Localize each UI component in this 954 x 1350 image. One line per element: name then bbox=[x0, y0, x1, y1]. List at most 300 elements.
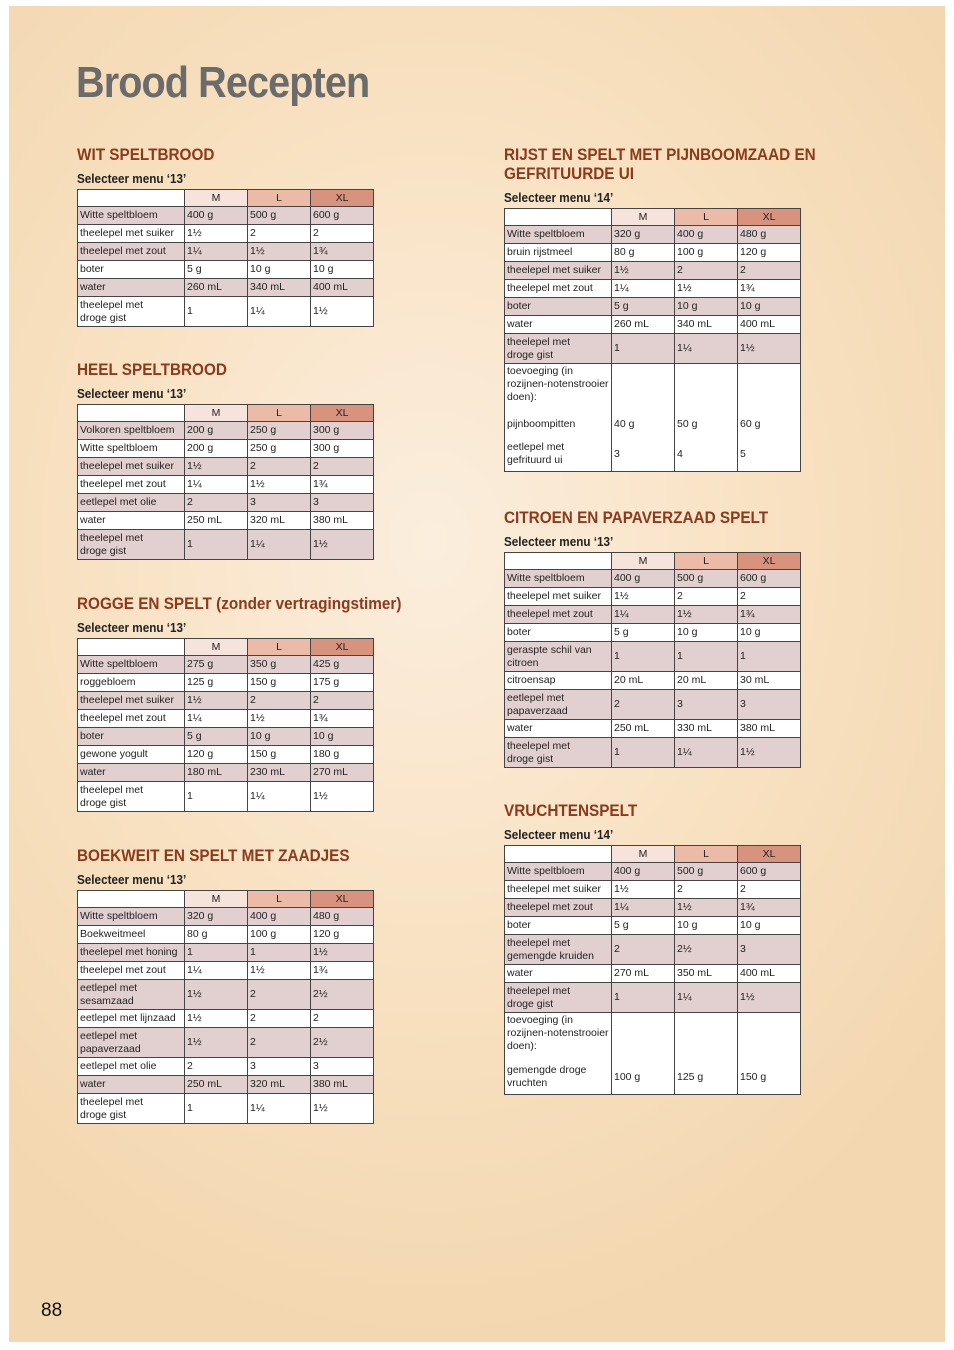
ingredient-label: gemengde droge vruchten bbox=[505, 1060, 612, 1095]
table-row bbox=[505, 244, 801, 262]
page-number: 88 bbox=[41, 1300, 63, 1321]
ingredient-label: geraspte schil van citroen bbox=[505, 642, 612, 672]
size-header-xl: XL bbox=[738, 553, 801, 570]
ingredient-label: eetlepel met gefrituurd ui bbox=[505, 437, 612, 472]
amount-l: 10 g bbox=[675, 917, 738, 935]
ingredient-label: water bbox=[505, 316, 612, 334]
amount-xl: 3 bbox=[738, 935, 801, 965]
ingredient-label: theelepel met zout bbox=[78, 476, 185, 494]
amount-m: 1 bbox=[612, 738, 675, 768]
amount-m: 2 bbox=[185, 494, 248, 512]
amount-xl: 3 bbox=[311, 494, 374, 512]
ingredient-label: Witte speltbloem bbox=[78, 440, 185, 458]
ingredient-label: theelepel met droge gist bbox=[505, 983, 612, 1013]
amount-m: 320 g bbox=[612, 226, 675, 244]
size-header-xl: XL bbox=[311, 891, 374, 908]
amount-l: 3 bbox=[248, 494, 311, 512]
ingredient-label: water bbox=[78, 764, 185, 782]
amount-m: 260 mL bbox=[185, 279, 248, 297]
table-row bbox=[78, 261, 374, 279]
amount-xl: 2 bbox=[311, 458, 374, 476]
amount-xl: 2 bbox=[311, 225, 374, 243]
amount-xl: 270 mL bbox=[311, 764, 374, 782]
amount-m: 275 g bbox=[185, 656, 248, 674]
amount-l: 320 mL bbox=[248, 1076, 311, 1094]
amount-xl: 1¾ bbox=[311, 243, 374, 261]
amount-m: 5 g bbox=[612, 917, 675, 935]
amount-l: 1½ bbox=[675, 606, 738, 624]
amount-l: 2 bbox=[248, 458, 311, 476]
amount-m: 20 mL bbox=[612, 672, 675, 690]
table-row bbox=[505, 588, 801, 606]
size-header-m: M bbox=[612, 846, 675, 863]
section-title: WIT SPELTBROOD bbox=[77, 145, 215, 164]
amount-m: 1½ bbox=[612, 262, 675, 280]
size-header-xl: XL bbox=[738, 846, 801, 863]
amount-l: 10 g bbox=[675, 624, 738, 642]
amount-m: 2 bbox=[612, 690, 675, 720]
amount-l: 340 mL bbox=[248, 279, 311, 297]
section-title: RIJST EN SPELT MET PIJNBOOMZAAD EN GEFRITUURDE UI bbox=[504, 145, 816, 183]
table-row bbox=[78, 207, 374, 225]
amount-xl: 2 bbox=[311, 692, 374, 710]
table-row bbox=[78, 962, 374, 980]
amount-xl: 1½ bbox=[311, 530, 374, 560]
ingredient-label: Witte speltbloem bbox=[78, 908, 185, 926]
amount-xl: 60 g bbox=[738, 411, 801, 437]
header-blank bbox=[505, 846, 612, 863]
size-header-l: L bbox=[248, 190, 311, 207]
ingredient-label: gewone yogult bbox=[78, 746, 185, 764]
amount-m: 400 g bbox=[185, 207, 248, 225]
amount-l: 250 g bbox=[248, 422, 311, 440]
section-title: BOEKWEIT EN SPELT MET ZAADJES bbox=[77, 846, 350, 865]
ingredient-label: water bbox=[78, 512, 185, 530]
ingredient-label: theelepel met droge gist bbox=[78, 297, 185, 327]
amount-l: 20 mL bbox=[675, 672, 738, 690]
amount-m: 1¼ bbox=[185, 476, 248, 494]
recipe-section bbox=[77, 360, 373, 560]
ingredient-label: eetlepel met sesamzaad bbox=[78, 980, 185, 1010]
table-row bbox=[78, 944, 374, 962]
table-row bbox=[78, 1028, 374, 1058]
amount-xl: 300 g bbox=[311, 440, 374, 458]
ingredient-label: theelepel met zout bbox=[78, 243, 185, 261]
addition-heading-row bbox=[505, 1013, 801, 1061]
amount-m: 1½ bbox=[185, 980, 248, 1010]
amount-l: 1¼ bbox=[675, 738, 738, 768]
ingredient-label: eetlepel met olie bbox=[78, 1058, 185, 1076]
table-row bbox=[78, 440, 374, 458]
amount-xl: 1¾ bbox=[311, 710, 374, 728]
amount-m: 260 mL bbox=[612, 316, 675, 334]
amount-l: 2½ bbox=[675, 935, 738, 965]
amount-m: 1½ bbox=[185, 225, 248, 243]
amount-l: 50 g bbox=[675, 411, 738, 437]
table-row bbox=[505, 606, 801, 624]
amount-l: 1 bbox=[675, 642, 738, 672]
size-header-xl: XL bbox=[738, 209, 801, 226]
amount-l: 400 g bbox=[248, 908, 311, 926]
amount-m: 1 bbox=[185, 1094, 248, 1124]
ingredient-label: eetlepel met olie bbox=[78, 494, 185, 512]
ingredient-label: roggebloem bbox=[78, 674, 185, 692]
table-row bbox=[78, 674, 374, 692]
amount-m: 2 bbox=[185, 1058, 248, 1076]
table-row bbox=[505, 334, 801, 364]
amount-l: 250 g bbox=[248, 440, 311, 458]
menu-selection: Selecteer menu ‘13’ bbox=[77, 872, 187, 887]
recipe-section bbox=[504, 145, 816, 472]
amount-l: 1½ bbox=[248, 243, 311, 261]
header-blank bbox=[78, 639, 185, 656]
amount-xl: 2 bbox=[738, 262, 801, 280]
amount-l: 230 mL bbox=[248, 764, 311, 782]
amount-xl: 1¾ bbox=[311, 476, 374, 494]
size-header-m: M bbox=[185, 891, 248, 908]
ingredient-table bbox=[504, 552, 801, 768]
size-header-m: M bbox=[612, 553, 675, 570]
table-row bbox=[78, 926, 374, 944]
amount-xl: 1½ bbox=[311, 944, 374, 962]
ingredient-label: theelepel met droge gist bbox=[505, 334, 612, 364]
ingredient-label: boter bbox=[505, 298, 612, 316]
amount-l: 2 bbox=[675, 881, 738, 899]
amount-m: 200 g bbox=[185, 422, 248, 440]
ingredient-label: theelepel met zout bbox=[78, 710, 185, 728]
section-title: HEEL SPELTBROOD bbox=[77, 360, 227, 379]
amount-m: 80 g bbox=[612, 244, 675, 262]
header-blank bbox=[78, 405, 185, 422]
table-row bbox=[505, 690, 801, 720]
menu-selection: Selecteer menu ‘14’ bbox=[504, 190, 614, 205]
table-row bbox=[78, 243, 374, 261]
amount-m: 1¼ bbox=[185, 243, 248, 261]
amount-l: 1 bbox=[248, 944, 311, 962]
amount-xl: 10 g bbox=[738, 624, 801, 642]
amount-l: 2 bbox=[248, 225, 311, 243]
table-row bbox=[78, 530, 374, 560]
amount-xl: 400 mL bbox=[311, 279, 374, 297]
amount-l: 2 bbox=[248, 1028, 311, 1058]
size-header-l: L bbox=[675, 553, 738, 570]
recipe-section bbox=[504, 801, 800, 1095]
ingredient-label: water bbox=[78, 279, 185, 297]
table-row bbox=[505, 624, 801, 642]
table-row bbox=[505, 738, 801, 768]
addition-spacer bbox=[675, 1013, 738, 1061]
size-header-m: M bbox=[612, 209, 675, 226]
amount-l: 2 bbox=[248, 692, 311, 710]
menu-selection: Selecteer menu ‘13’ bbox=[77, 171, 187, 186]
ingredient-table bbox=[77, 890, 374, 1124]
amount-xl: 380 mL bbox=[738, 720, 801, 738]
table-row bbox=[505, 935, 801, 965]
amount-xl: 2 bbox=[738, 588, 801, 606]
ingredient-label: citroensap bbox=[505, 672, 612, 690]
table-row bbox=[505, 298, 801, 316]
amount-m: 5 g bbox=[185, 728, 248, 746]
table-row bbox=[78, 728, 374, 746]
ingredient-label: Witte speltbloem bbox=[505, 570, 612, 588]
ingredient-label: theelepel met droge gist bbox=[505, 738, 612, 768]
amount-m: 400 g bbox=[612, 570, 675, 588]
table-row bbox=[505, 881, 801, 899]
amount-xl: 2 bbox=[738, 881, 801, 899]
amount-xl: 1¾ bbox=[738, 280, 801, 298]
ingredient-label: theelepel met suiker bbox=[78, 692, 185, 710]
amount-l: 4 bbox=[675, 437, 738, 472]
ingredient-label: theelepel met droge gist bbox=[78, 1094, 185, 1124]
amount-l: 1¼ bbox=[248, 530, 311, 560]
amount-xl: 1½ bbox=[738, 738, 801, 768]
ingredient-label: theelepel met suiker bbox=[505, 881, 612, 899]
table-row bbox=[78, 782, 374, 812]
amount-xl: 400 mL bbox=[738, 316, 801, 334]
size-header-xl: XL bbox=[311, 639, 374, 656]
ingredient-label: theelepel met zout bbox=[505, 280, 612, 298]
amount-xl: 30 mL bbox=[738, 672, 801, 690]
addition-heading: toevoeging (in rozijnen-notenstrooier doen): bbox=[505, 1013, 612, 1061]
table-row bbox=[505, 226, 801, 244]
table-row bbox=[78, 1076, 374, 1094]
size-header-l: L bbox=[248, 891, 311, 908]
amount-l: 500 g bbox=[248, 207, 311, 225]
table-row bbox=[78, 1094, 374, 1124]
table-row bbox=[505, 983, 801, 1013]
amount-xl: 480 g bbox=[311, 908, 374, 926]
ingredient-label: theelepel met gemengde kruiden bbox=[505, 935, 612, 965]
ingredient-label: water bbox=[505, 965, 612, 983]
amount-m: 5 g bbox=[612, 298, 675, 316]
section-title: ROGGE EN SPELT (zonder vertragingstimer) bbox=[77, 594, 402, 613]
amount-l: 340 mL bbox=[675, 316, 738, 334]
table-row bbox=[505, 570, 801, 588]
amount-l: 10 g bbox=[675, 298, 738, 316]
amount-l: 10 g bbox=[248, 261, 311, 279]
amount-m: 1½ bbox=[185, 1028, 248, 1058]
amount-m: 250 mL bbox=[185, 512, 248, 530]
ingredient-label: eetlepel met papaverzaad bbox=[78, 1028, 185, 1058]
table-row bbox=[505, 863, 801, 881]
amount-xl: 3 bbox=[738, 690, 801, 720]
amount-l: 1¼ bbox=[248, 297, 311, 327]
amount-m: 1¼ bbox=[185, 962, 248, 980]
amount-l: 150 g bbox=[248, 674, 311, 692]
amount-l: 3 bbox=[675, 690, 738, 720]
addition-spacer bbox=[612, 364, 675, 412]
table-row bbox=[78, 656, 374, 674]
ingredient-label: Witte speltbloem bbox=[78, 656, 185, 674]
section-title: CITROEN EN PAPAVERZAAD SPELT bbox=[504, 508, 769, 527]
ingredient-label: water bbox=[505, 720, 612, 738]
ingredient-label: boter bbox=[78, 728, 185, 746]
amount-xl: 425 g bbox=[311, 656, 374, 674]
table-row bbox=[505, 642, 801, 672]
ingredient-label: Witte speltbloem bbox=[78, 207, 185, 225]
table-row bbox=[78, 494, 374, 512]
amount-xl: 180 g bbox=[311, 746, 374, 764]
amount-l: 100 g bbox=[675, 244, 738, 262]
amount-m: 5 g bbox=[185, 261, 248, 279]
amount-xl: 150 g bbox=[738, 1060, 801, 1095]
amount-m: 1¼ bbox=[612, 606, 675, 624]
amount-xl: 600 g bbox=[738, 570, 801, 588]
size-header-l: L bbox=[248, 639, 311, 656]
ingredient-label: theelepel met zout bbox=[505, 899, 612, 917]
amount-m: 1½ bbox=[185, 1010, 248, 1028]
ingredient-label: theelepel met suiker bbox=[505, 262, 612, 280]
amount-l: 330 mL bbox=[675, 720, 738, 738]
amount-m: 1 bbox=[185, 782, 248, 812]
table-row bbox=[78, 1010, 374, 1028]
ingredient-label: boter bbox=[78, 261, 185, 279]
amount-l: 150 g bbox=[248, 746, 311, 764]
addition-row bbox=[505, 1060, 801, 1095]
amount-l: 125 g bbox=[675, 1060, 738, 1095]
size-header-l: L bbox=[248, 405, 311, 422]
size-header-m: M bbox=[185, 190, 248, 207]
amount-xl: 3 bbox=[311, 1058, 374, 1076]
addition-spacer bbox=[612, 1013, 675, 1061]
ingredient-label: eetlepel met lijnzaad bbox=[78, 1010, 185, 1028]
addition-row bbox=[505, 437, 801, 472]
amount-l: 1¼ bbox=[675, 334, 738, 364]
amount-l: 10 g bbox=[248, 728, 311, 746]
amount-m: 80 g bbox=[185, 926, 248, 944]
section-title: VRUCHTENSPELT bbox=[504, 801, 638, 820]
amount-l: 1½ bbox=[248, 476, 311, 494]
amount-xl: 1½ bbox=[738, 983, 801, 1013]
ingredient-label: theelepel met suiker bbox=[78, 225, 185, 243]
amount-l: 320 mL bbox=[248, 512, 311, 530]
ingredient-label: theelepel met suiker bbox=[505, 588, 612, 606]
ingredient-table bbox=[77, 404, 374, 560]
amount-xl: 1 bbox=[738, 642, 801, 672]
amount-l: 2 bbox=[248, 1010, 311, 1028]
amount-l: 100 g bbox=[248, 926, 311, 944]
amount-m: 125 g bbox=[185, 674, 248, 692]
amount-l: 2 bbox=[675, 588, 738, 606]
amount-xl: 600 g bbox=[311, 207, 374, 225]
table-row bbox=[505, 316, 801, 334]
amount-xl: 10 g bbox=[738, 298, 801, 316]
amount-xl: 10 g bbox=[738, 917, 801, 935]
amount-l: 1½ bbox=[675, 280, 738, 298]
amount-l: 500 g bbox=[675, 863, 738, 881]
addition-spacer bbox=[738, 1013, 801, 1061]
table-row bbox=[505, 672, 801, 690]
amount-m: 250 mL bbox=[612, 720, 675, 738]
amount-xl: 300 g bbox=[311, 422, 374, 440]
table-row bbox=[78, 1058, 374, 1076]
table-row bbox=[78, 980, 374, 1010]
table-row bbox=[78, 476, 374, 494]
amount-xl: 480 g bbox=[738, 226, 801, 244]
table-row bbox=[78, 297, 374, 327]
ingredient-label: Boekweitmeel bbox=[78, 926, 185, 944]
amount-l: 350 mL bbox=[675, 965, 738, 983]
amount-m: 1½ bbox=[612, 588, 675, 606]
table-row bbox=[505, 965, 801, 983]
amount-m: 40 g bbox=[612, 411, 675, 437]
ingredient-label: boter bbox=[505, 624, 612, 642]
amount-m: 3 bbox=[612, 437, 675, 472]
ingredient-label: theelepel met droge gist bbox=[78, 782, 185, 812]
size-header-m: M bbox=[185, 639, 248, 656]
ingredient-table bbox=[77, 189, 374, 327]
amount-xl: 1¾ bbox=[311, 962, 374, 980]
amount-l: 1½ bbox=[248, 710, 311, 728]
ingredient-table bbox=[504, 845, 801, 1095]
amount-xl: 120 g bbox=[311, 926, 374, 944]
table-row bbox=[78, 746, 374, 764]
amount-l: 2 bbox=[248, 980, 311, 1010]
amount-xl: 1½ bbox=[311, 1094, 374, 1124]
size-header-l: L bbox=[675, 209, 738, 226]
amount-l: 2 bbox=[675, 262, 738, 280]
ingredient-table bbox=[77, 638, 374, 812]
ingredient-label: Volkoren speltbloem bbox=[78, 422, 185, 440]
amount-m: 400 g bbox=[612, 863, 675, 881]
amount-m: 1 bbox=[185, 944, 248, 962]
ingredient-table bbox=[504, 208, 801, 472]
table-row bbox=[78, 692, 374, 710]
table-row bbox=[505, 280, 801, 298]
amount-l: 1¼ bbox=[248, 1094, 311, 1124]
size-header-xl: XL bbox=[311, 190, 374, 207]
amount-m: 1¼ bbox=[612, 280, 675, 298]
recipe-section bbox=[77, 594, 402, 812]
menu-selection: Selecteer menu ‘13’ bbox=[77, 386, 187, 401]
table-row bbox=[78, 710, 374, 728]
amount-l: 1¼ bbox=[675, 983, 738, 1013]
amount-m: 1 bbox=[612, 642, 675, 672]
amount-xl: 1¾ bbox=[738, 899, 801, 917]
amount-m: 180 mL bbox=[185, 764, 248, 782]
addition-row bbox=[505, 411, 801, 437]
amount-xl: 10 g bbox=[311, 261, 374, 279]
ingredient-label: Witte speltbloem bbox=[505, 863, 612, 881]
amount-l: 400 g bbox=[675, 226, 738, 244]
amount-m: 1½ bbox=[185, 692, 248, 710]
ingredient-label: bruin rijstmeel bbox=[505, 244, 612, 262]
table-row bbox=[78, 422, 374, 440]
amount-xl: 120 g bbox=[738, 244, 801, 262]
addition-spacer bbox=[675, 364, 738, 412]
amount-m: 100 g bbox=[612, 1060, 675, 1095]
menu-selection: Selecteer menu ‘14’ bbox=[504, 827, 614, 842]
amount-l: 3 bbox=[248, 1058, 311, 1076]
amount-xl: 2½ bbox=[311, 1028, 374, 1058]
size-header-m: M bbox=[185, 405, 248, 422]
amount-m: 1 bbox=[185, 297, 248, 327]
ingredient-label: pijnboompitten bbox=[505, 411, 612, 437]
amount-xl: 2 bbox=[311, 1010, 374, 1028]
ingredient-label: water bbox=[78, 1076, 185, 1094]
ingredient-label: theelepel met droge gist bbox=[78, 530, 185, 560]
menu-selection: Selecteer menu ‘13’ bbox=[77, 620, 187, 635]
amount-m: 270 mL bbox=[612, 965, 675, 983]
amount-xl: 2½ bbox=[311, 980, 374, 1010]
amount-l: 500 g bbox=[675, 570, 738, 588]
amount-l: 350 g bbox=[248, 656, 311, 674]
amount-xl: 10 g bbox=[311, 728, 374, 746]
amount-m: 2 bbox=[612, 935, 675, 965]
amount-xl: 5 bbox=[738, 437, 801, 472]
amount-m: 1½ bbox=[185, 458, 248, 476]
amount-xl: 380 mL bbox=[311, 1076, 374, 1094]
